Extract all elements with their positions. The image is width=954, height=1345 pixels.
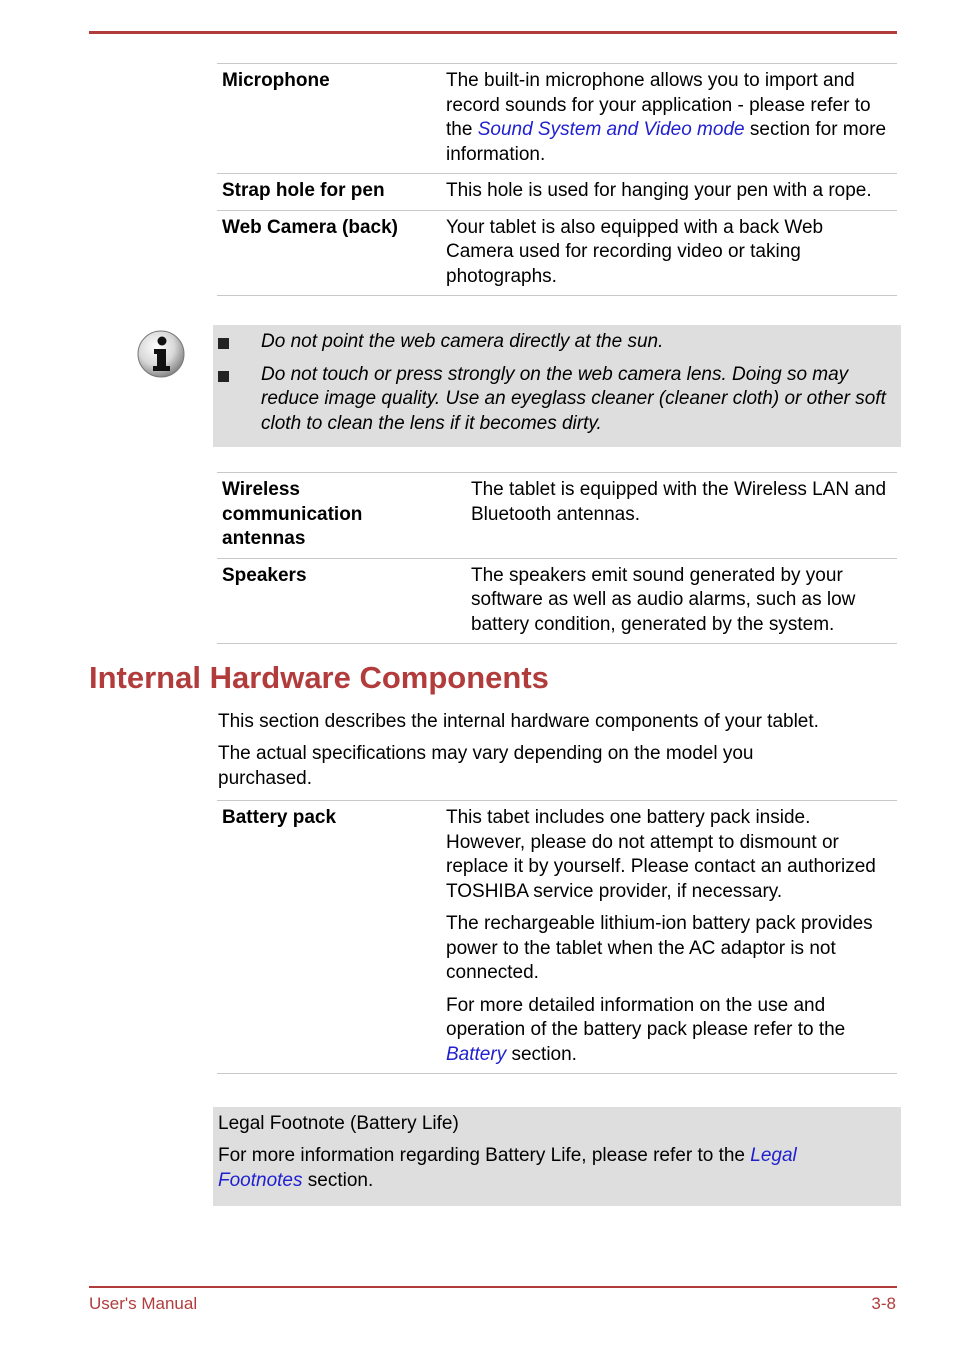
table-row <box>217 210 897 296</box>
term-battery-pack: Battery pack <box>217 801 441 1074</box>
footer-rule <box>89 1286 897 1288</box>
desc-web-camera: Your tablet is also equipped with a back Web Camera used for recording video or taking photographs. <box>441 210 897 296</box>
list-item: Do not touch or press strongly on the web camera lens. Doing so may reduce image quality. Use an eyeglass cleaner (cleaner cloth) or other soft cloth to clean the lens if it becomes dirty. <box>213 363 901 437</box>
header-rule <box>89 31 897 34</box>
term-wireless-antennas: Wireless communication antennas <box>217 473 466 559</box>
legal-footnote-text: For more information regarding Battery Life, please refer to the Legal Footnotes section. <box>218 1145 797 1191</box>
section-note: The actual specifications may vary depending on the model you purchased. <box>218 743 754 789</box>
term-strap-hole: Strap hole for pen <box>217 174 441 211</box>
bullet-square-icon <box>218 338 229 349</box>
legal-footnote-title: Legal Footnote (Battery Life) <box>218 1113 459 1134</box>
section-intro: This section describes the internal hardware components of your tablet. <box>218 711 819 732</box>
table-row <box>217 473 897 559</box>
component-table-external-2 <box>217 472 897 644</box>
desc-strap-hole: This hole is used for hanging your pen with a rope. <box>441 174 897 211</box>
section-heading: Internal Hardware Components <box>89 660 549 695</box>
table-row <box>217 174 897 211</box>
battery-paragraph-3: For more detailed information on the use and operation of the battery pack please refer to the Battery section. <box>446 994 846 1065</box>
legal-footnote-box <box>213 1107 901 1206</box>
table-row <box>217 64 897 174</box>
footer-manual-label: User's Manual <box>89 1294 198 1313</box>
battery-link[interactable]: Battery <box>446 1043 507 1065</box>
sound-system-link[interactable]: Sound System and Video mode <box>477 119 745 140</box>
term-microphone: Microphone <box>217 64 441 174</box>
term-speakers: Speakers <box>217 558 466 644</box>
term-web-camera: Web Camera (back) <box>217 210 441 296</box>
component-table-internal <box>217 800 897 1074</box>
desc-microphone: The built-in microphone allows you to import and record sounds for your application - please refer to the Sound System and Video mode section for more information. <box>441 64 897 174</box>
battery-paragraph-2: The rechargeable lithium-ion battery pack provides power to the tablet when the AC adaptor is not connected. <box>446 913 873 983</box>
desc-wireless-antennas: The tablet is equipped with the Wireless LAN and Bluetooth antennas. <box>466 473 897 559</box>
list-item: Do not point the web camera directly at the sun. <box>213 330 901 355</box>
table-row <box>217 801 897 1074</box>
component-table-external-1 <box>217 63 897 296</box>
desc-battery-pack <box>441 801 897 1074</box>
note-list <box>213 330 901 444</box>
battery-paragraph-1: This tabet includes one battery pack inside. However, please do not attempt to dismount or replace it by yourself. Please contact an authorized TOSHIBA service provider, if necessary. <box>446 807 876 902</box>
bullet-square-icon <box>218 371 229 382</box>
desc-speakers: The speakers emit sound generated by your software as well as audio alarms, such as low battery condition, generated by the system. <box>466 558 897 644</box>
page-number: 3-8 <box>871 1294 896 1313</box>
legal-footnotes-link[interactable]: Legal Footnotes <box>218 1145 797 1191</box>
table-row <box>217 558 897 644</box>
caution-note <box>213 325 901 447</box>
info-icon <box>136 329 186 379</box>
